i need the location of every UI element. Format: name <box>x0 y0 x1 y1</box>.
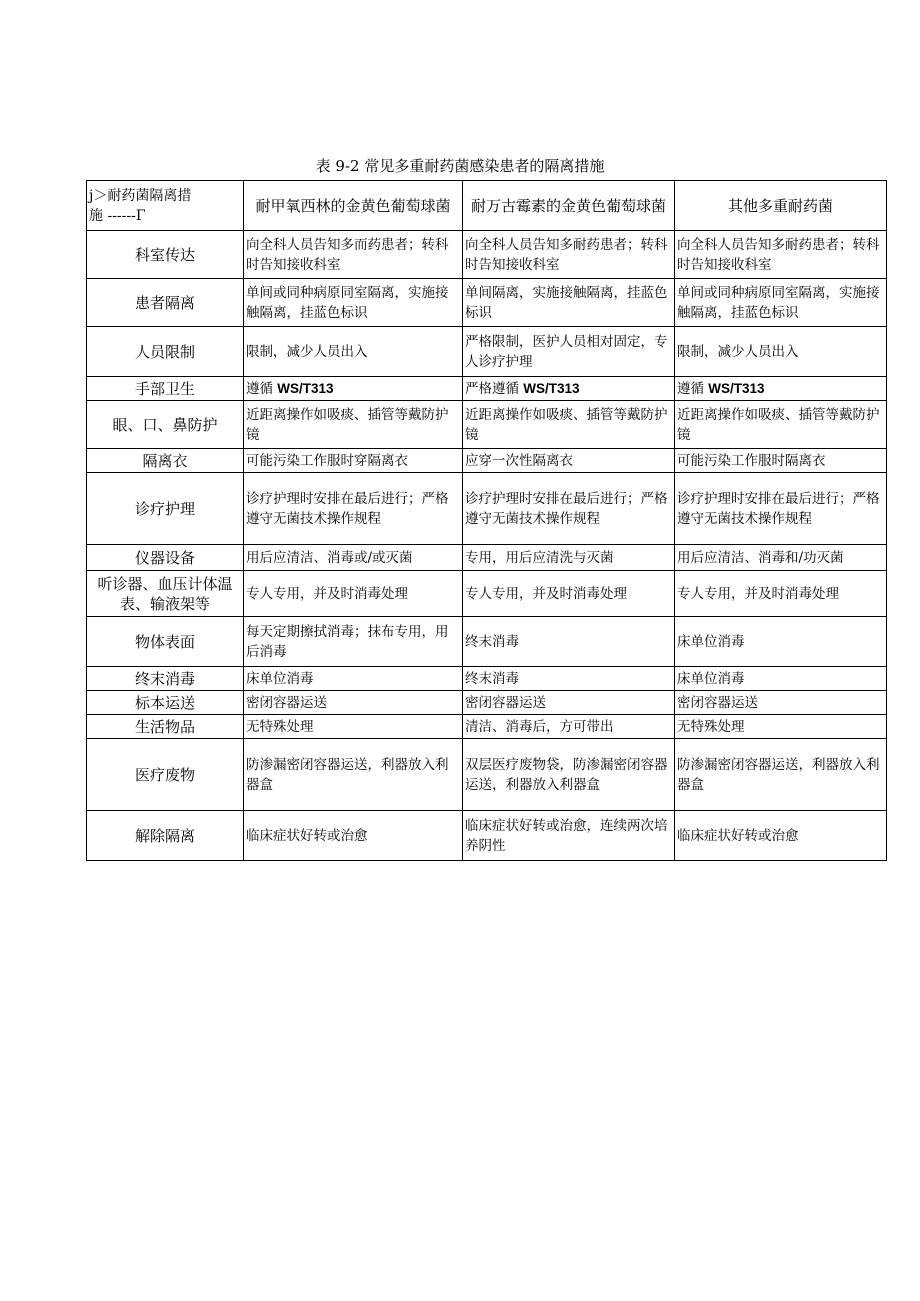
column-header-mrsa: 耐甲氧西林的金黄色葡萄球菌 <box>244 181 463 231</box>
cell-mrsa <box>244 377 463 401</box>
table-row <box>87 377 887 401</box>
cell-mrsa: 临床症状好转或治愈 <box>244 811 463 861</box>
cell-vrsa: 单间隔离，实施接触隔离，挂蓝色标识 <box>463 279 675 327</box>
table-row <box>87 231 887 279</box>
table-row <box>87 473 887 545</box>
cell-other: 单间或同种病原同室隔离，实施接触隔离，挂蓝色标识 <box>675 279 887 327</box>
table-row <box>87 811 887 861</box>
cell-vrsa <box>463 377 675 401</box>
row-label: 医疗废物 <box>87 739 244 811</box>
table-row <box>87 279 887 327</box>
row-label: 仪器设备 <box>87 545 244 571</box>
row-label: 解除隔离 <box>87 811 244 861</box>
cell-other: 防渗漏密闭容器运送，利器放入利器盒 <box>675 739 887 811</box>
cell-vrsa: 双层医疗废物袋，防渗漏密闭容器运送，利器放入利器盒 <box>463 739 675 811</box>
cell-vrsa: 近距离操作如吸痰、插管等戴防护镜 <box>463 401 675 449</box>
cell-other: 近距离操作如吸痰、插管等戴防护镜 <box>675 401 887 449</box>
cell-mrsa: 诊疗护理时安排在最后进行；严格遵守无菌技术操作规程 <box>244 473 463 545</box>
column-header-vrsa: 耐万古霉素的金黄色葡萄球菌 <box>463 181 675 231</box>
table-row <box>87 571 887 617</box>
table-row <box>87 327 887 377</box>
cell-other: 可能污染工作服时隔离衣 <box>675 449 887 473</box>
cell-mrsa: 床单位消毒 <box>244 667 463 691</box>
cell-other: 无特殊处理 <box>675 715 887 739</box>
cell-text: 严格遵循 <box>465 380 524 397</box>
cell-mrsa: 专人专用，并及时消毒处理 <box>244 571 463 617</box>
row-label: 患者隔离 <box>87 279 244 327</box>
cell-mrsa: 可能污染工作服时穿隔离衣 <box>244 449 463 473</box>
table-row <box>87 545 887 571</box>
cell-vrsa: 密闭容器运送 <box>463 691 675 715</box>
cell-mrsa: 每天定期擦拭消毒；抹布专用，用后消毒 <box>244 617 463 667</box>
cell-other: 临床症状好转或治愈 <box>675 811 887 861</box>
table-row <box>87 739 887 811</box>
cell-other: 专人专用，并及时消毒处理 <box>675 571 887 617</box>
table-row <box>87 449 887 473</box>
row-label: 人员限制 <box>87 327 244 377</box>
corner-header-cell <box>87 181 244 231</box>
cell-vrsa: 临床症状好转或治愈，连续两次培养阴性 <box>463 811 675 861</box>
isolation-measures-table <box>86 180 887 861</box>
corner-header-line1: j＞耐药菌隔离措 <box>89 187 192 204</box>
cell-vrsa: 诊疗护理时安排在最后进行；严格遵守无菌技术操作规程 <box>463 473 675 545</box>
cell-mrsa: 限制，减少人员出入 <box>244 327 463 377</box>
table-caption: 表 9-2 常见多重耐药菌感染患者的隔离措施 <box>315 157 605 175</box>
corner-header-line2: 施 ------Γ <box>89 207 146 224</box>
cell-mrsa: 向全科人员告知多而药患者；转科时告知接收科室 <box>244 231 463 279</box>
standard-code: WS/T313 <box>708 380 765 396</box>
table-row <box>87 667 887 691</box>
row-label: 手部卫生 <box>87 377 244 401</box>
cell-other: 诊疗护理时安排在最后进行；严格遵守无菌技术操作规程 <box>675 473 887 545</box>
cell-vrsa: 应穿一次性隔离衣 <box>463 449 675 473</box>
cell-vrsa: 终末消毒 <box>463 617 675 667</box>
cell-text: 遵循 <box>677 380 709 397</box>
cell-other <box>675 377 887 401</box>
cell-vrsa: 严格限制，医护人员相对固定，专人诊疗护理 <box>463 327 675 377</box>
column-header-other: 其他多重耐药菌 <box>675 181 887 231</box>
cell-mrsa: 密闭容器运送 <box>244 691 463 715</box>
cell-other: 密闭容器运送 <box>675 691 887 715</box>
table-row <box>87 715 887 739</box>
row-label: 眼、口、鼻防护 <box>87 401 244 449</box>
row-label: 诊疗护理 <box>87 473 244 545</box>
row-label: 物体表面 <box>87 617 244 667</box>
table-row <box>87 691 887 715</box>
cell-vrsa: 专用，用后应清洗与灭菌 <box>463 545 675 571</box>
row-label: 生活物品 <box>87 715 244 739</box>
table-row <box>87 617 887 667</box>
cell-text: 遵循 <box>246 380 278 397</box>
cell-mrsa: 单间或同种病原同室隔离，实施接触隔离，挂蓝色标识 <box>244 279 463 327</box>
cell-mrsa: 无特殊处理 <box>244 715 463 739</box>
cell-other: 向全科人员告知多耐药患者；转科时告知接收科室 <box>675 231 887 279</box>
row-label: 标本运送 <box>87 691 244 715</box>
cell-mrsa: 近距离操作如吸痰、插管等戴防护镜 <box>244 401 463 449</box>
standard-code: WS/T313 <box>523 380 580 396</box>
cell-mrsa: 用后应清洁、消毒或/或灭菌 <box>244 545 463 571</box>
row-label: 终末消毒 <box>87 667 244 691</box>
cell-other: 床单位消毒 <box>675 617 887 667</box>
row-label: 隔离衣 <box>87 449 244 473</box>
cell-mrsa: 防渗漏密闭容器运送，利器放入利器盒 <box>244 739 463 811</box>
standard-code: WS/T313 <box>277 380 334 396</box>
cell-other: 限制，减少人员出入 <box>675 327 887 377</box>
row-label: 听诊器、血压计体温表、输液架等 <box>87 571 244 617</box>
cell-other: 床单位消毒 <box>675 667 887 691</box>
cell-vrsa: 专人专用，并及时消毒处理 <box>463 571 675 617</box>
row-label: 科室传达 <box>87 231 244 279</box>
cell-vrsa: 清洁、消毒后，方可带出 <box>463 715 675 739</box>
cell-vrsa: 向全科人员告知多耐药患者；转科时告知接收科室 <box>463 231 675 279</box>
header-row <box>87 181 887 231</box>
cell-other: 用后应清洁、消毒和/功灭菌 <box>675 545 887 571</box>
table-row <box>87 401 887 449</box>
cell-vrsa: 终末消毒 <box>463 667 675 691</box>
